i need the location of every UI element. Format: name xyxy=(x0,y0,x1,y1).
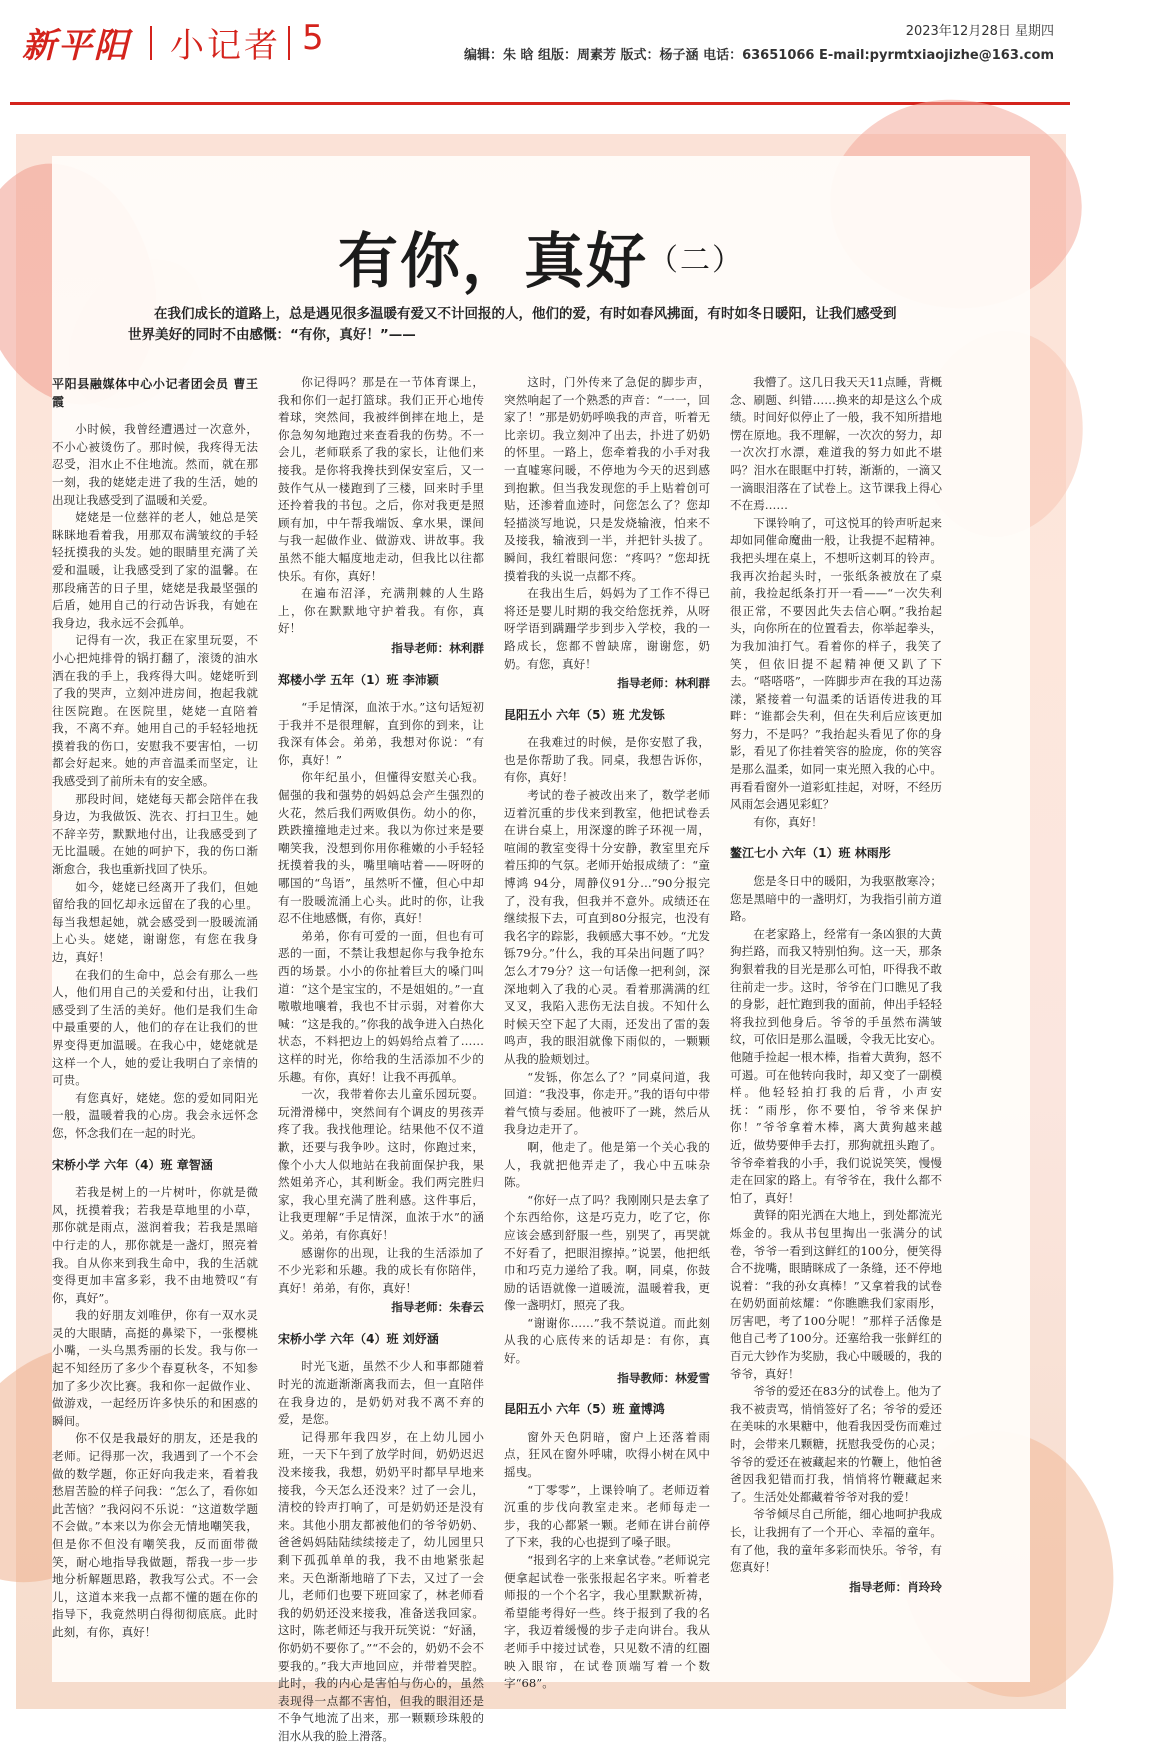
advisor-credit: 指导老师：林利群 xyxy=(391,640,484,655)
article-paragraph: 有你，真好！ xyxy=(753,814,823,829)
article-byline: 平阳县融媒体中心小记者团会员 曹王霞 xyxy=(52,377,258,409)
content-sheet xyxy=(52,156,1030,1743)
feature-title-text: 有你，真好 xyxy=(338,227,648,297)
header-divider xyxy=(288,26,290,60)
article-byline: 宋桥小学 六年（4）班 刘妤涵 xyxy=(278,1331,439,1346)
intro-line: 在我们成长的道路上，总是遇见很多温暖有爱又不计回报的人，他们的爱，有时如春风拂面，有时如冬日暖阳，让我们感受到 xyxy=(154,306,897,322)
feature-panel xyxy=(16,134,1066,1743)
article-paragraph: “报到名字的上来拿试卷。”老师说完便拿起试卷一张张报起名字来。听着老师报的一个个名字，我心里默默祈祷，希望能考得好一些。终于报到了我的名字，我迈着缓慢的步子走向讲台。我从老师手中接过试卷，只见数不清的红圈映入眼帘，在试卷顶端写着一个数字“68”。 xyxy=(504,1553,710,1691)
article-paragraph: 啊，他走了。他是第一个关心我的人，我就把他弄走了，我心中五味杂陈。 xyxy=(504,1139,710,1190)
text-column-4 xyxy=(730,374,942,1704)
article-paragraph: 你不仅是我最好的朋友，还是我的老师。记得那一次，我遇到了一个不会做的数学题，你正好向我走来，看着我愁眉苦脸的样子问我：“怎么了，看你如此苦恼？”我闷闷不乐说：“这道数学题不会做。”本来以为你会无情地嘲笑我，但是你不但没有嘲笑我，反而面带微笑，耐心地指导我做题，帮我一步一步地分析解题思路，教我写公式。不一会儿，这道本来我一点都不懂的题在你的指导下，我竟然明白得彻彻底底。此时此刻，有你，真好！ xyxy=(52,1431,258,1639)
feature-intro xyxy=(128,304,948,346)
article-paragraph: 你记得吗？那是在一节体育课上，我和你们一起打篮球。我们正开心地传着球，突然间，我被绊倒摔在地上，是你急匆匆地跑过来查看我的伤势。不一会儿，老师联系了我的家长，让他们来接我。是你将我搀扶到保安室后，又一鼓作气从一楼跑到了三楼，回来时手里还拎着我的书包。之后，你对我更是照顾有加，中午帮我端饭、拿水果，课间与我一起做作业、做游戏、讲故事。我虽然不能大幅度地走动，但我比以往都快乐。有你，真好！ xyxy=(278,375,484,583)
text-column-2 xyxy=(278,374,484,1743)
issue-date: 2023年12月28日 星期四 xyxy=(905,24,1054,39)
article-paragraph: 下课铃响了，可这悦耳的铃声听起来却如同催命魔曲一般，让我提不起精神。我把头埋在桌上，不想听这刺耳的铃声。我再次抬起头时，一张纸条被放在了桌前，我捡起纸条打开一看——“一次失利很正常，不要因此失去信心啊。”我抬起头，向你所在的位置看去，你举起拳头，为我加油打气。看着你的样子，我笑了笑，但依旧提不起精神便又趴了下去。“嗒嗒嗒”，一阵脚步声在我的耳边荡漾，紧接着一句温柔的话语传进我的耳畔：“谁都会失利，但在失利后应该更加努力，不是吗？”我抬起头看见了你的身影，看见了你挂着笑容的脸庞，你的笑容是那么温柔，如同一束光照入我的心中。再看看窗外一道彩虹挂起，对呀，不经历风雨怎会遇见彩虹？ xyxy=(730,515,942,812)
article-paragraph: “发铄，你怎么了？”同桌问道，我回道：“我没事，你走开。”我的语句中带着气愤与委屈。他被吓了一跳，然后从我身边走开了。 xyxy=(504,1069,710,1137)
article-paragraph: 在老家路上，经常有一条凶狠的大黄狗拦路，而我又特别怕狗。这一天，那条狗狠着我的目光是那么可怕，吓得我不敢往前走一步。这时，爷爷在门口瞧见了我的身影，赶忙跑到我的面前，伸出手轻轻将我拉到他身后。爷爷的手虽然布满皱纹，可依旧是那么温暖，令我无比安心。他随手捡起一根木棒，指着大黄狗，怒不可遏。可在他转向我时，却又变了一副模样。他轻轻拍打我的后背，小声安抚：“雨彤，你不要怕，爷爷来保护你！”爷爷拿着木棒，离大黄狗越来越近，做势要伸手去打，那狗就扭头跑了。爷爷牵着我的小手，我们说说笑笑，慢慢走在回家的路上。有爷爷在，我什么都不怕了，真好！ xyxy=(730,926,942,1205)
advisor-credit: 指导老师：肖玲玲 xyxy=(849,1579,942,1594)
article-paragraph: 记得那年我四岁，在上幼儿园小班，一天下午到了放学时间，奶奶迟迟没来接我，我想，奶奶平时都早早地来接我，今天怎么还没来？过了一会儿，清校的铃声打响了，可是奶奶还是没有来。其他小朋友都被他们的爷爷奶奶、爸爸妈妈陆陆续续接走了，幼儿园里只剩下孤孤单单的我，我不由地紧张起来。天色渐渐地暗了下去，又过了一会儿，老师们也要下班回家了，林老师看我的奶奶还没来接我，准备送我回家。这时，陈老师还与我开玩笑说：“好涵，你奶奶不要你了。”“不会的，奶奶不会不要我的。”我大声地回应，并带着哭腔。此时，我的内心是害怕与伤心的，虽然表现得一点都不害怕，但我的眼泪还是不争气地流了出来，那一颗颗珍珠般的泪水从我的脸上滑落。 xyxy=(278,1429,484,1743)
article-paragraph: 在我难过的时候，是你安慰了我，也是你帮助了我。同桌，我想告诉你，有你，真好！ xyxy=(504,735,710,785)
article-paragraph: 爷爷倾尽自己所能，细心地呵护我成长，让我拥有了一个开心、幸福的童年。有了他，我的童年多彩而快乐。爷爷，有您真好！ xyxy=(730,1507,942,1575)
article-byline: 昆阳五小 六年（5）班 童博鸿 xyxy=(504,1402,665,1417)
article-byline: 昆阳五小 六年（5）班 尤发铄 xyxy=(504,707,665,722)
article-paragraph: 一次，我带着你去儿童乐园玩耍。玩滑滑梯中，突然间有个调皮的男孩弄疼了我。我找他理论。结果他不仅不道歉，还要与我争吵。这时，你跑过来，像个小大人似地站在我前面保护我，果然姐弟齐心，其利断金。我们两完胜归家，我心里充满了胜利感。这件事后，让我更理解“手足情深，血浓于水”的涵义。弟弟，有你真好！ xyxy=(278,1087,484,1242)
section-name: 小记者 xyxy=(170,26,281,66)
article-paragraph: 记得有一次，我正在家里玩耍，不小心把炖排骨的锅打翻了，滚烫的油水洒在我的手上，我疼得大叫。姥姥听到了我的哭声，立刻冲进房间，抱起我就往医院跑。在医院里，姥姥一直陪着我，不离不弃。她用自己的手轻轻地抚摸着我的伤口，安慰我不要害怕，一切都会好起来。她的声音温柔而坚定，让我感受到了前所未有的安全感。 xyxy=(52,633,258,789)
article-paragraph: 感谢你的出现，让我的生活添加了不少光彩和乐趣。我的成长有你陪伴，真好！弟弟，有你，真好！ xyxy=(278,1245,484,1295)
article-paragraph: 在我出生后，妈妈为了工作不得已将还是婴儿时期的我交给您抚养，从呀呀学语到蹒跚学步到步入学校，我的一路成长，您都不曾缺席，谢谢您，奶奶。有您，真好！ xyxy=(504,586,710,671)
article-paragraph: “你好一点了吗？我刚刚只是去拿了个东西给你，这是巧克力，吃了它，你应该会感到舒服一些，别哭了，再哭就不好看了，把眼泪擦掉。”说罢，他把纸巾和巧克力递给了我。啊，同桌，你鼓励的话语就像一道暖流，温暖着我，更像一盏明灯，照亮了我。 xyxy=(504,1192,710,1313)
article-paragraph: 小时候，我曾经遭遇过一次意外，不小心被烫伤了。那时候，我疼得无法忍受，泪水止不住地流。然而，就在那一刻，我的姥姥走进了我的生活，她的出现让我感受到了温暖和关爱。 xyxy=(52,422,258,507)
article-paragraph: 在遍布沼泽，充满荆棘的人生路上，你在默默地守护着我。有你，真好！ xyxy=(278,586,484,636)
advisor-credit: 指导老师：朱春云 xyxy=(391,1300,484,1315)
newspaper-logo: 新平阳 xyxy=(22,26,130,66)
article-paragraph: 这时，门外传来了急促的脚步声，突然响起了一个熟悉的声音：“一一，回家了！”那是奶奶呼唤我的声音，听着无比亲切。我立刻冲了出去，扑进了奶奶的怀里。一路上，您牵着我的小手对我一直嘘寒问暖，不停地为今天的迟到感到抱歉。但当我发现您的手上贴着创可贴，还渗着血迹时，问您怎么了？您却轻描淡写地说，只是发烧输液，怕来不及接我，输液到一半，并把针头拔了。瞬间，我红着眼问您：“疼吗？”您却抚摸着我的头说一点都不疼。 xyxy=(504,375,710,583)
article-paragraph: 我的好朋友刘唯伊，你有一双水灵灵的大眼睛，高挺的鼻梁下，一张樱桃小嘴，一头乌黑秀丽的长发。我与你一起不知经历了多少个春夏秋冬，不知参加了多少次比赛。我和你一起做作业、做游戏，一起经历许多快乐的和困惑的瞬间。 xyxy=(52,1308,258,1428)
article-paragraph: 你年纪虽小，但懂得安慰关心我。倔强的我和强势的妈妈总会产生强烈的火花，然后我们两败俱伤。幼小的你，跌跌撞撞地走过来。我以为你过来是要嘲笑我，没想到你用你稚嫩的小手轻轻抚摸着我的头，嘴里嘀咕着——呀呀的哪国的“鸟语”，虽然听不懂，但心中却有一股暖流涌上心头。此时的你，让我忍不住地感慨，有你，真好！ xyxy=(278,770,484,926)
article-byline: 郑楼小学 五年（1）班 李沛颖 xyxy=(278,672,439,687)
advisor-credit: 指导教师：林爱雪 xyxy=(617,1370,710,1385)
intro-line: 世界美好的同时不由感慨：“有你，真好！”—— xyxy=(128,327,416,343)
article-paragraph: “手足情深，血浓于水。”这句话短初于我并不是很理解，直到你的到来，让我深有体会。弟弟，我想对你说：“有你，真好！” xyxy=(278,700,484,767)
article-paragraph: “谢谢你……”我不禁说道。而此刻从我的心底传来的话却是：有你，真好。 xyxy=(504,1315,710,1366)
article-paragraph: 您是冬日中的暖阳，为我驱散寒冷；您是黑暗中的一盏明灯，为我指引前方道路。 xyxy=(730,874,942,924)
advisor-credit: 指导老师：林利群 xyxy=(617,676,710,691)
article-paragraph: 时光飞逝，虽然不少人和事都随着时光的流逝渐渐离我而去，但一直陪伴在我身边的，是奶奶对我不离不弃的爱，是您。 xyxy=(278,1359,484,1427)
article-paragraph: 姥姥是一位慈祥的老人，她总是笑眯眯地看着我，用那双布满皱纹的手轻轻抚摸我的头发。她的眼睛里充满了关爱和温暖，让我感受到了家的温馨。在那段痛苦的日子里，姥姥是我最坚强的后盾，她用自己的行动告诉我，有她在我身边，我永远不会孤单。 xyxy=(52,510,258,630)
article-paragraph: 若我是树上的一片树叶，你就是微风，抚摸着我；若我是草地里的小草，那你就是雨点，滋润着我；若我是黑暗中行走的人，那你就是一盏灯，照亮着我。自从你来到我生命中，我的生活就变得更加丰富多彩，我不由地赞叹“有你，真好”。 xyxy=(52,1185,258,1305)
masthead xyxy=(0,0,1080,104)
article-paragraph: 有您真好，姥姥。您的爱如同阳光一般，温暖着我的心房。我会永远怀念您，怀念我们在一起的时光。 xyxy=(52,1090,258,1140)
article-byline: 宋桥小学 六年（4）班 章智涵 xyxy=(52,1157,213,1172)
article-paragraph: 如今，姥姥已经离开了我们，但她留给我的回忆却永远留在了我的心里。每当我想起她，就会感受到一股暖流涌上心头。姥姥，谢谢您，有您在我身边，真好！ xyxy=(52,879,258,964)
article-paragraph: 黄铎的阳光洒在大地上，到处都流光烁金的。我从书包里掏出一张满分的试卷，爷爷一看到这鲜红的100分，便笑得合不拢嘴，眼睛眯成了一条缝，还不停地说着：“我的孙女真棒！”又拿着我的试卷在奶奶面前炫耀：“你瞧瞧我们家雨彤，厉害吧，考了100分呢！”那样子活像是他自己考了100分。还塞给我一张鲜红的百元大钞作为奖励，我心中暖暖的，我的爷爷，真好！ xyxy=(730,1208,942,1381)
article-paragraph: 我懵了。这几日我天天11点睡，背概念、刷题、纠错……换来的却是这么个成绩。时间好似停止了一般，我不知所措地愣在原地。我不理解，一次次的努力，却一次次打水漂，难道我的努力如此不堪吗？泪水在眼眶中打转，渐渐的，一滴又一滴眼泪落在了试卷上。这节课我上得心不在焉…… xyxy=(730,375,942,513)
article-paragraph: “丁零零”，上课铃响了。老师迈着沉重的步伐向教室走来。老师每走一步，我的心都紧一颗。老师在讲台前停了下来，我的心也提到了嗓子眼。 xyxy=(504,1482,710,1550)
article-paragraph: 考试的卷子被改出来了，数学老师迈着沉重的步伐来到教室，他把试卷丢在讲台桌上，用深邃的眸子环视一周，喧闹的教室变得十分安静，教室里充斥着压抑的气氛。老师开始报成绩了：“童博鸿 94分，周静仪91分…”90分报完了，没有我，但我并不意外。成绩还在继续报下去，可直到80分报完，也没有我名字的踪影，我顿感大事不妙。“尤发铄79分。”什么，我的耳朵出问题了吗？怎么才79分？这一句话像一把利剑，深深地刺入了我的心灵。看着那满满的红叉叉，我陷入悲伤无法自拔。不知什么时候天空下起了大雨，还发出了雷的轰鸣声，我的眼泪就像下雨似的，一颗颗从我的脸颊划过。 xyxy=(504,788,710,1066)
editor-credits: 编辑：朱 晗 组版：周素芳 版式：杨子涵 电话：63651066 E-mail:pyrmtxiaojizhe@163.com xyxy=(463,48,1054,63)
text-column-1 xyxy=(52,374,258,1704)
feature-title xyxy=(16,214,1066,300)
article-paragraph: 弟弟，你有可爱的一面，但也有可恶的一面，不禁让我想起你与我争抢东西的场景。小小的你扯着巨大的嗓门叫道：“这个是宝宝的，不是姐姐的。”一直嗷嗷地嚷着，我也不甘示弱，对着你大喊：“这是我的。”你我的战争进入白热化状态，不料把边上的妈妈给点着了……这样的时光，你给我的生活添加不少的乐趣。有你，真好！让我不再孤单。 xyxy=(278,928,484,1084)
article-paragraph: 那段时间，姥姥每天都会陪伴在我身边，为我做饭、洗衣、打扫卫生。她不辞辛劳，默默地付出，让我感受到了无比温暖。在她的呵护下，我的伤口渐渐愈合，我也重新找回了快乐。 xyxy=(52,791,258,877)
page-number: 5 xyxy=(302,18,324,58)
article-paragraph: 在我们的生命中，总会有那么一些人，他们用自己的关爱和付出，让我们感受到了生活的美好。他们是我们生命中最重要的人，他们的存在让我们的世界变得更加温暖。在我心中，姥姥就是这样一个人，她的爱让我明白了亲情的可贵。 xyxy=(52,967,258,1088)
article-byline: 鳌江七小 六年（1）班 林雨彤 xyxy=(730,846,891,861)
feature-title-suffix: （二） xyxy=(648,243,744,278)
article-paragraph: 爷爷的爱还在83分的试卷上。他为了我不被责骂，悄悄签好了名；爷爷的爱还在美味的水果糖中，他看我因受伤而难过时，会带来几颗糖，抚慰我受伤的心灵；爷爷的爱还在被藏起来的竹鞭上，他怕爸爸因我犯错而打我，悄悄将竹鞭藏起来了。生活处处都藏着爷爷对我的爱！ xyxy=(730,1384,942,1504)
text-column-3 xyxy=(504,374,710,1704)
header-divider xyxy=(150,26,152,60)
article-paragraph: 窗外天色阴暗，窗户上还落着雨点，狂风在窗外呼啸，吹得小树在风中摇曳。 xyxy=(504,1429,710,1480)
